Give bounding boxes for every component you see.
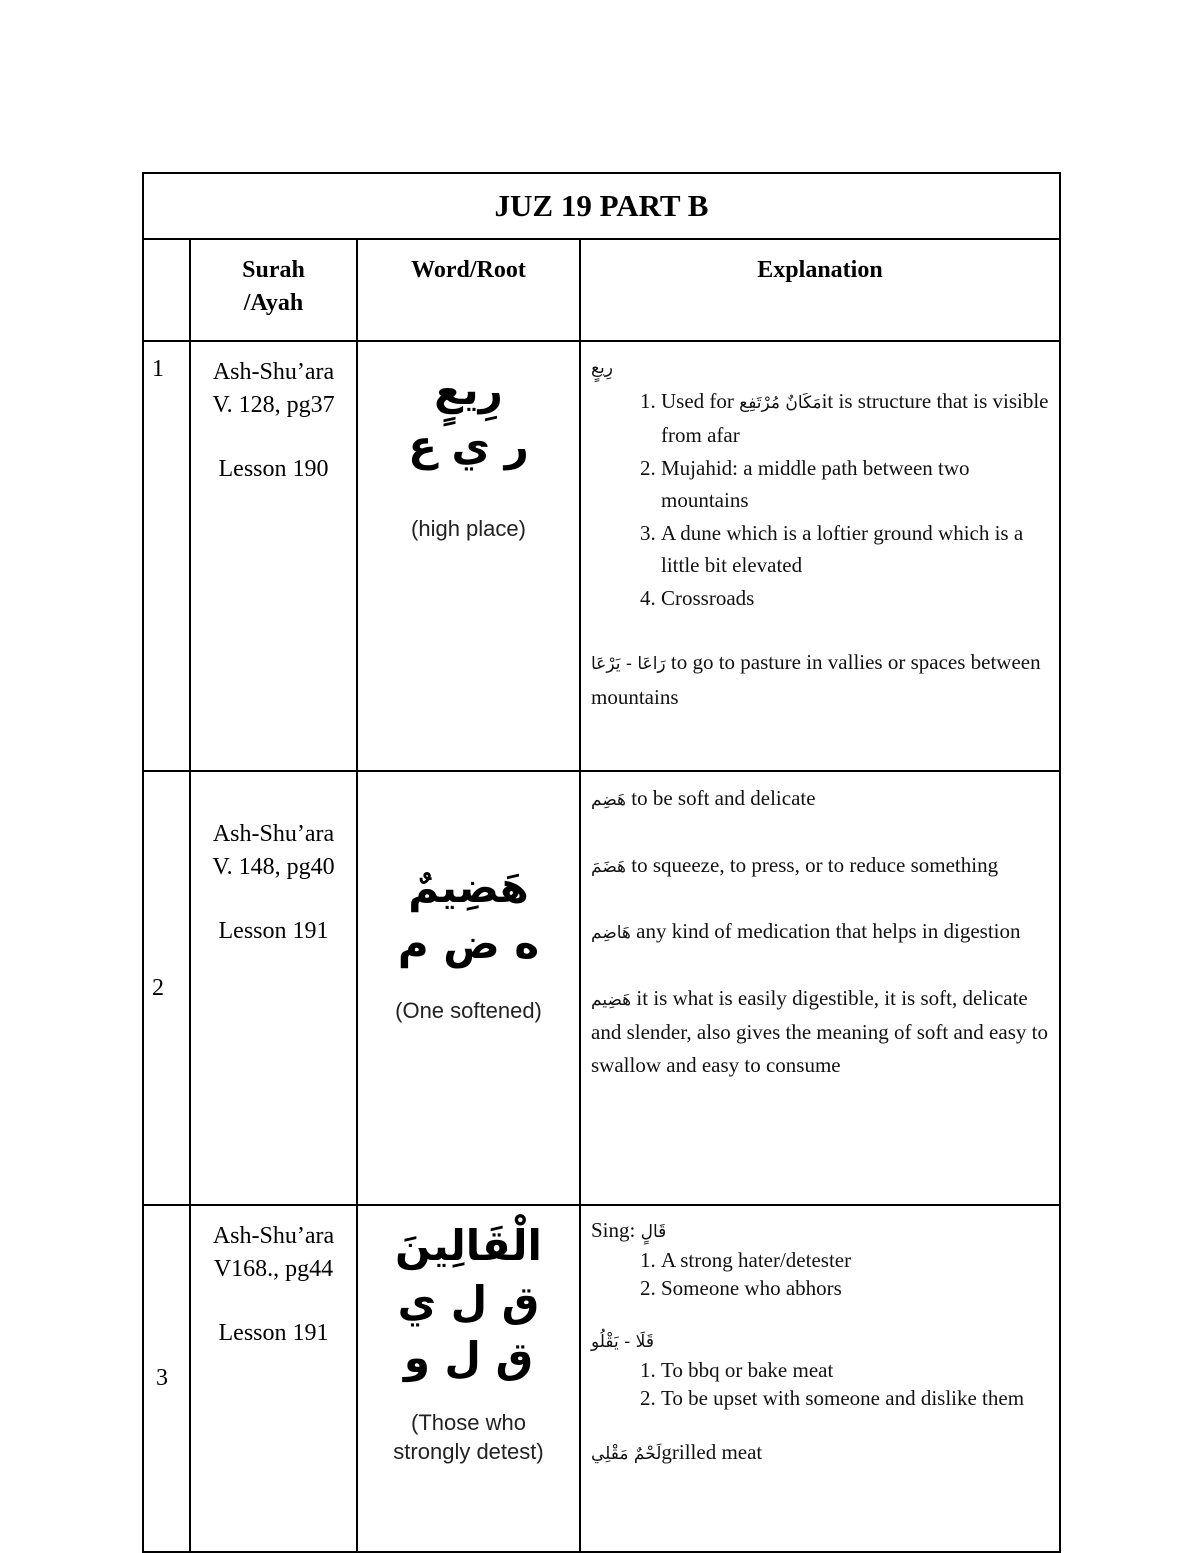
definition-entry: هَضِيم it is what is easily digestible, it is soft, delicate and slender, also gives the meaning of soft and easy to swallow and easy to consume [591,985,1048,1077]
definition-entry: هَضِم to be soft and delicate [591,786,816,810]
verse-ref: V. 148, pg40 [212,854,335,880]
surah-cell [190,1205,357,1552]
root-note: رَاعَا - يَرْعَا to go to pasture in vallies or spaces between mountains [591,650,1041,709]
list-item: 1. To bbq or bake meat [661,1356,1051,1384]
verb-form: قَلَا - يَقْلُو [591,1332,654,1352]
arabic-root: ه ض م [397,919,540,968]
arabic-root: ق ل ي [397,1277,540,1326]
word-cell [357,771,580,1205]
word-gloss: (One softened) [395,998,542,1023]
meaning-list [591,385,1051,615]
word-gloss: (high place) [411,516,526,541]
list-item: 2. Mujahid: a middle path between two mountains [661,452,1051,517]
arabic-root-alt: ق ل و [403,1333,534,1382]
arabic-word: الْقَالِينَ [395,1221,542,1270]
explanation-heading: رِيعٍ [591,358,613,378]
list-item: 2. To be upset with someone and dislike them [661,1384,1051,1412]
verse-ref: V168., pg44 [213,1256,334,1282]
definition-entry: هَضَمَ to squeeze, to press, or to reduce something [591,852,999,877]
lesson-label: Lesson 191 [218,918,329,944]
arabic-root: ر ي ع [408,421,529,470]
word-cell [357,341,580,771]
list-item: 3. A dune which is a loftier ground which is a little bit elevated [661,517,1051,582]
lesson-label: Lesson 191 [218,1320,329,1346]
row-number: 3 [143,1205,190,1552]
explanation-cell [580,1205,1060,1552]
row-number: 1 [143,341,190,771]
surah-cell [190,341,357,771]
header-surah: Surah /Ayah [190,239,357,341]
surah-cell [190,771,357,1205]
singular-form: Sing: قَالٍ [591,1218,667,1242]
arabic-word: رِيعٍ [434,365,503,414]
meaning-list [591,1356,1051,1412]
explanation-cell [580,771,1060,1205]
list-item: 1. Used for مَكَانٌ مُرْتَفِعit is structure that is visible from afar [661,385,1051,452]
surah-name: Ash-Shu’ara [212,821,335,847]
surah-name: Ash-Shu’ara [212,1223,335,1249]
table-row [143,771,1060,1205]
list-item: 4. Crossroads [661,582,1051,615]
lesson-label: Lesson 190 [218,456,329,482]
explanation-cell [580,341,1060,771]
meaning-list [591,1246,1051,1302]
vocabulary-table [142,172,1061,1553]
word-gloss: (Those who strongly detest) [393,1410,544,1464]
definition-entry: هَاضِم any kind of medication that helps in digestion [591,919,1021,943]
table-row [143,1205,1060,1552]
header-word: Word/Root [357,239,580,341]
word-cell [357,1205,580,1552]
list-item: 2. Someone who abhors [661,1274,1051,1302]
row-number: 2 [143,771,190,1205]
header-explanation: Explanation [580,239,1060,341]
table-row [143,341,1060,771]
list-item: 1. A strong hater/detester [661,1246,1051,1274]
final-entry: لَحْمٌ مَقْلِيgrilled meat [591,1440,763,1464]
verse-ref: V. 128, pg37 [212,392,335,418]
header-num [143,239,190,341]
table-title: JUZ 19 PART B [143,173,1060,239]
surah-name: Ash-Shu’ara [212,359,335,385]
arabic-word: هَضِيمٌ [408,863,529,912]
